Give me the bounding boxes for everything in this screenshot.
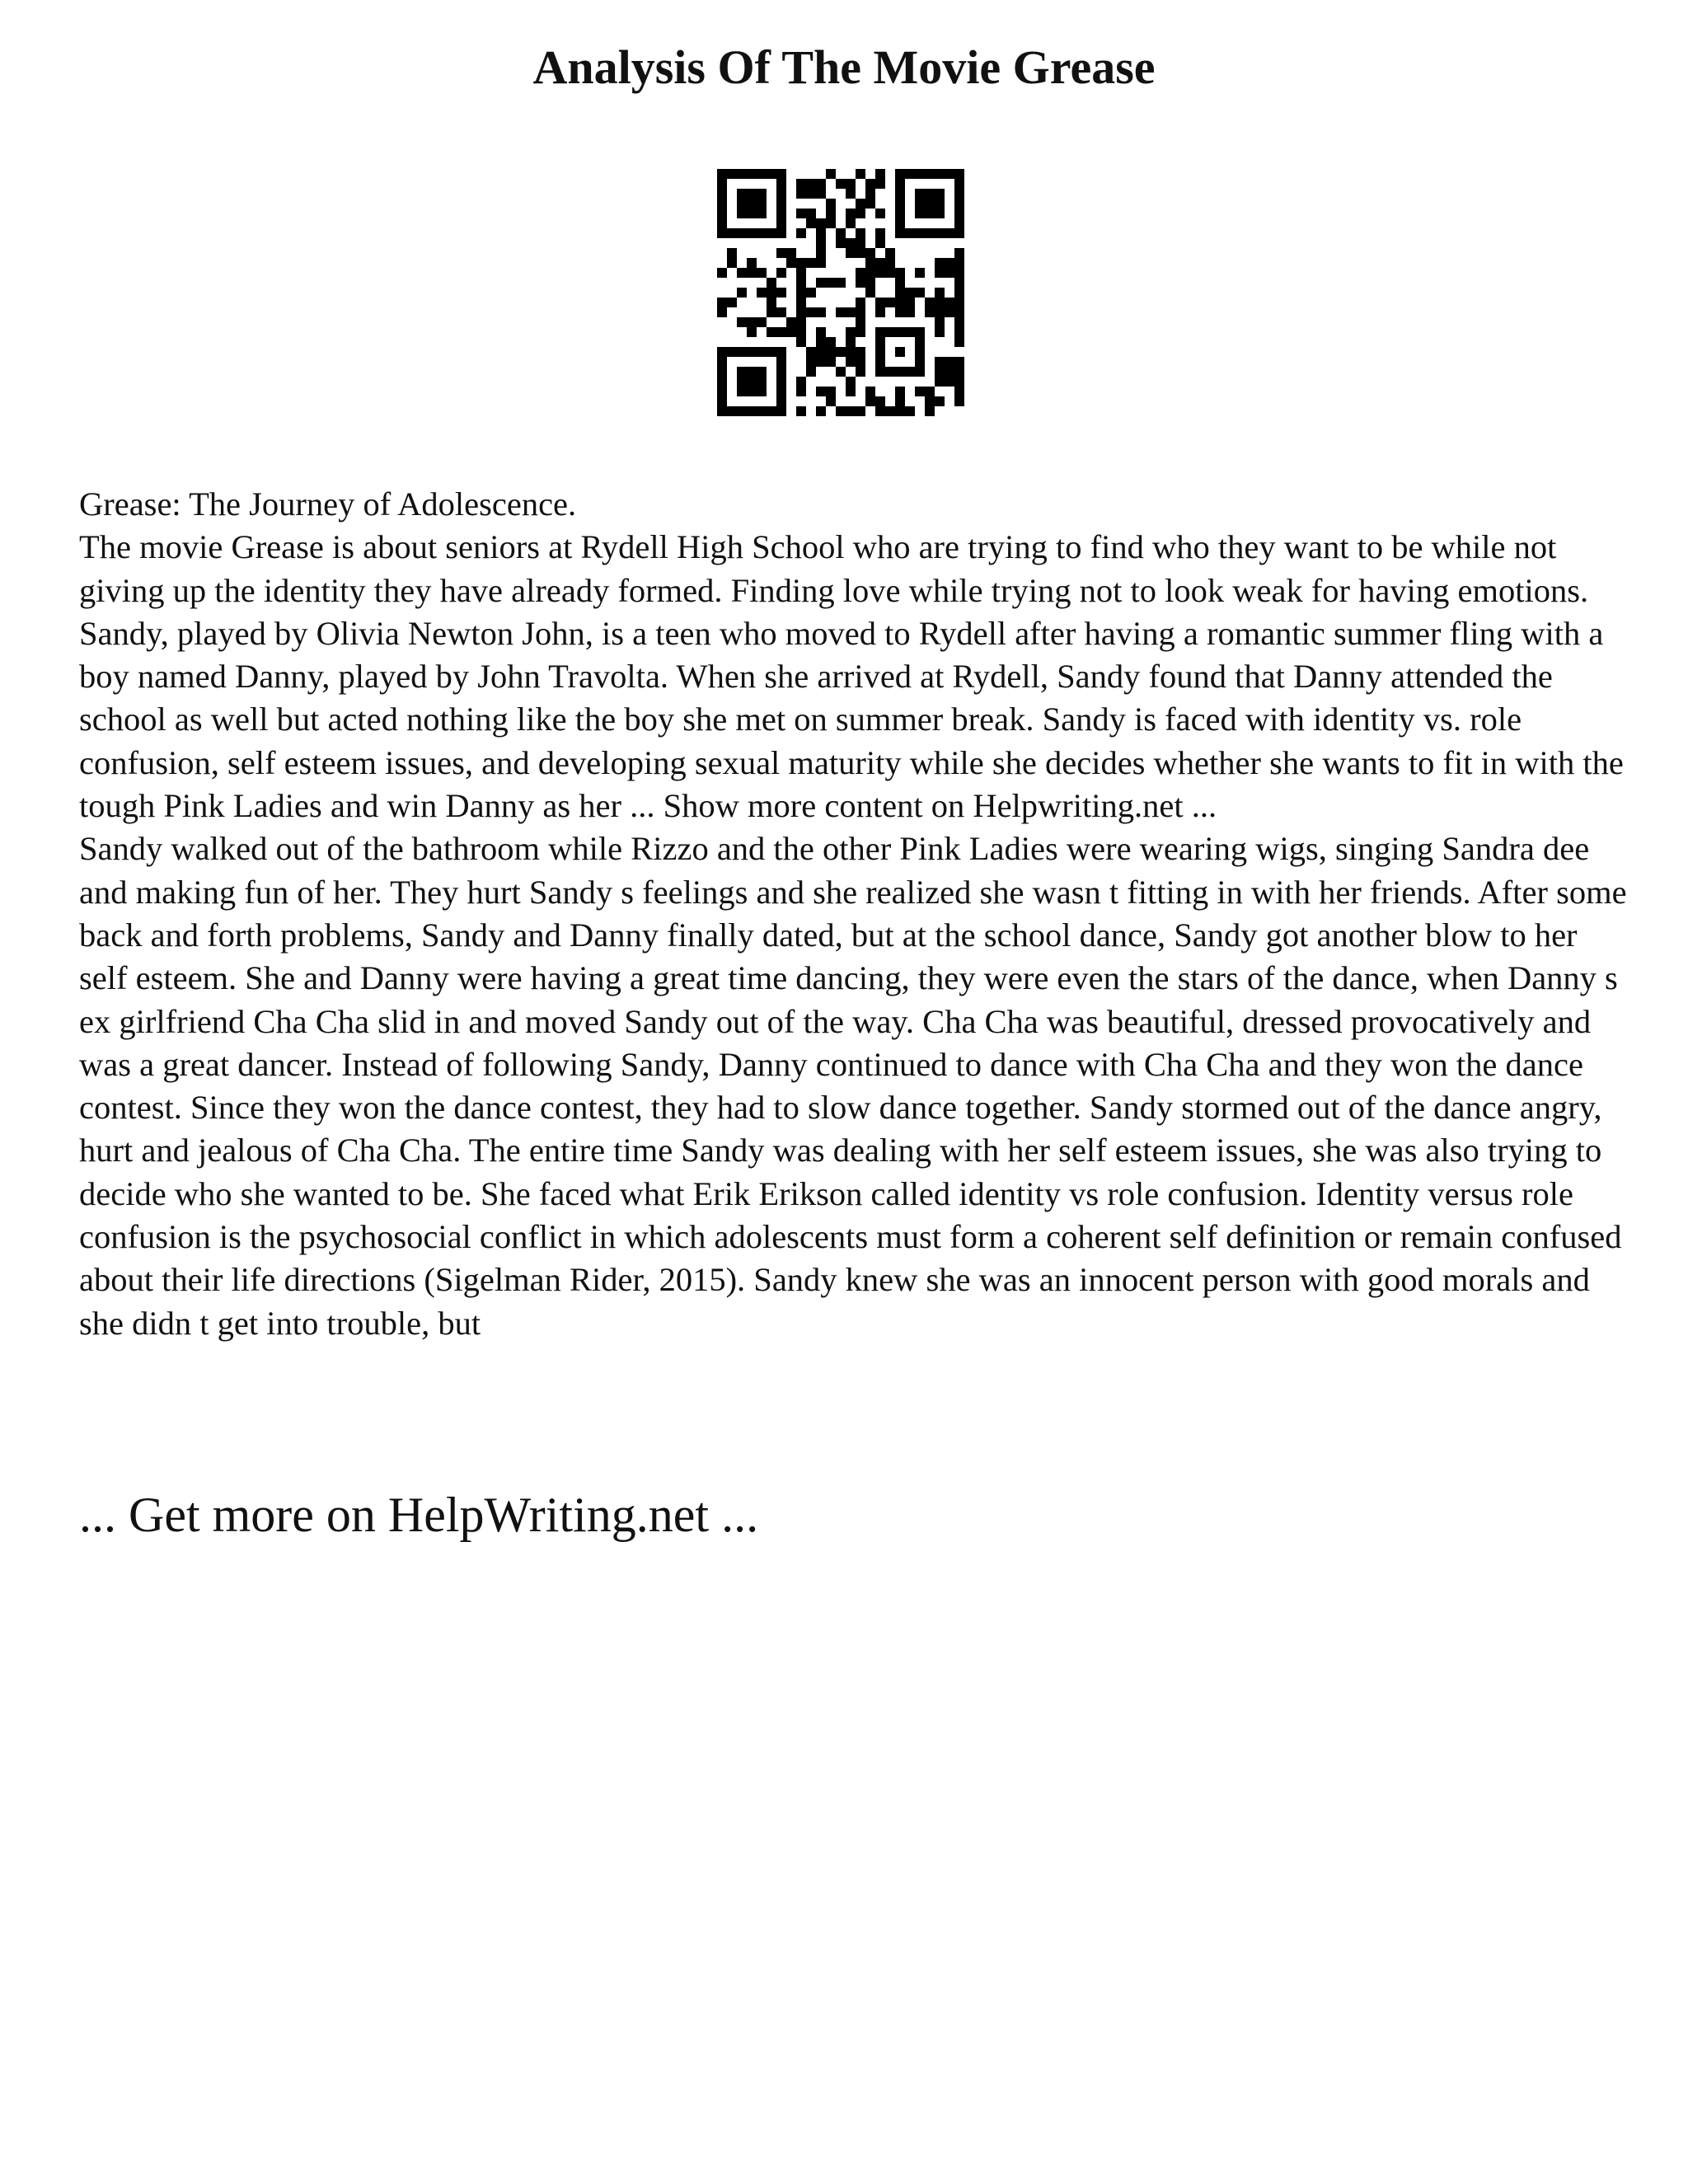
qr-code-icon — [717, 169, 964, 416]
article-subtitle: Grease: The Journey of Adolescence. — [79, 485, 577, 523]
get-more-link[interactable]: ... Get more on HelpWriting.net ... — [79, 1488, 759, 1542]
article-paragraph: Sandy walked out of the bathroom while Rizzo and the other Pink Ladies were wearing wigs, singing Sandra dee and making fun of her. They hurt Sandy s feelings and she realized she wasn t fitting in with her friends. After some back and forth problems, Sandy and Danny finally dated, but at the school dance, Sandy got another blow to her self esteem. She and Danny were having a great time dancing, they were even the stars of the dance, when Danny s ex girlfriend Cha Cha slid in and moved Sandy out of the way. Cha Cha was beautiful, dressed provocatively and was a great dancer. Instead of following Sandy, Danny continued to dance with Cha Cha and they won the dance contest. Since they won the dance contest, they had to slow dance together. Sandy stormed out of the dance angry, hurt and jealous of Cha Cha. The entire time Sandy was dealing with her self esteem issues, she was also trying to decide who she wanted to be. She faced what Erik Erikson called identity vs role confusion. Identity versus role confusion is the psychosocial conflict in which adolescents must form a coherent self definition or remain confused about their life directions (Sigelman Rider, 2015). Sandy knew she was an innocent person with good morals and she didn t get into trouble, but — [79, 830, 1627, 1342]
article-body — [79, 483, 1629, 1345]
page-title: Analysis Of The Movie Grease — [532, 40, 1156, 94]
article-paragraph: The movie Grease is about seniors at Rydell High School who are trying to find who they want to be while not giving up the identity they have already formed. Finding love while trying not to look weak for having emotions. Sandy, played by Olivia Newton John, is a teen who moved to Rydell after having a romantic summer fling with a boy named Danny, played by John Travolta. When she arrived at Rydell, Sandy found that Danny attended the school as well but acted nothing like the boy she met on summer break. Sandy is faced with identity vs. role confusion, self esteem issues, and developing sexual maturity while she decides whether she wants to fit in with the tough Pink Ladies and win Danny as her ... Show more content on Helpwriting.net ... — [79, 528, 1624, 825]
